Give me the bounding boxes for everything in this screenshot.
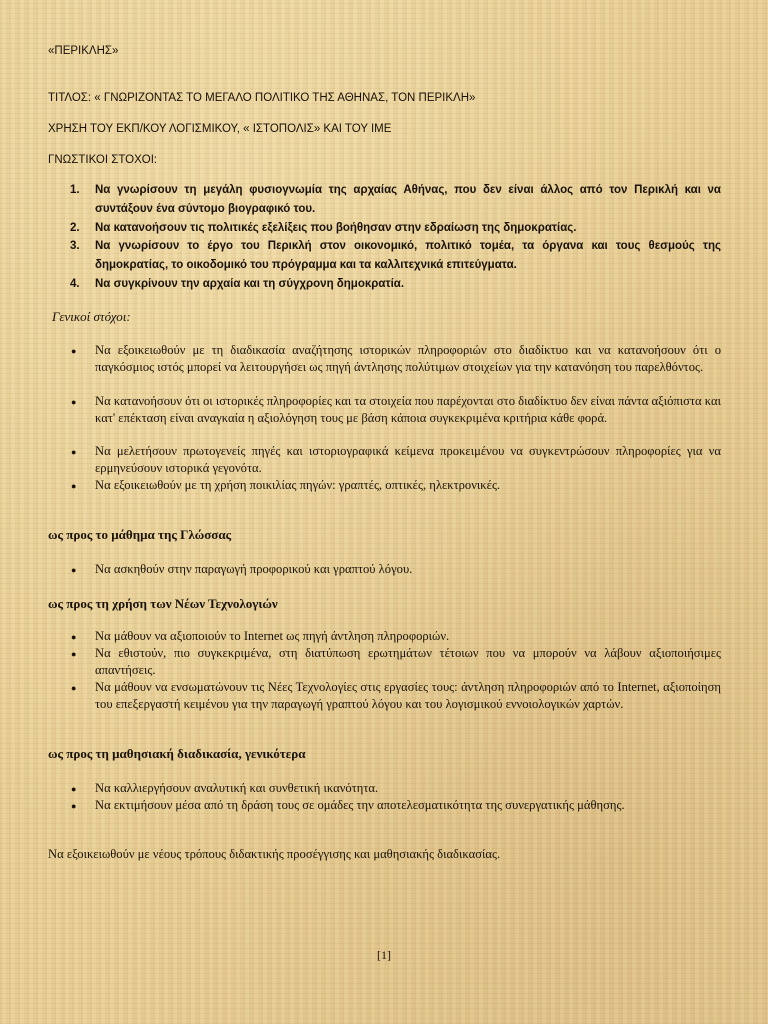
- bullet-icon: ●: [71, 683, 77, 693]
- list-item: [70, 780, 721, 797]
- bullet-icon: ●: [71, 565, 77, 575]
- bullet-icon: ●: [71, 801, 77, 811]
- list-item-text: Να μάθουν να ενσωματώνουν τις Νέες Τεχνολογίες στις εργασίες τους: άντληση πληροφοριών από το Internet, αξιοποίηση του επεξεργαστή κειμένου για την παραγωγή γραπτού λόγου και του λογισμικού εννοιολογικών χαρτών.: [95, 680, 721, 711]
- list-item-text: Να συγκρίνουν την αρχαία και τη σύγχρονη δημοκρατία.: [95, 278, 405, 290]
- list-item: [70, 443, 721, 476]
- list-item-text: Να γνωρίσουν το έργο του Περικλή στον οικονομικό, πολιτικό τομέα, τα όργανα και τους θεσμούς της δημοκρατίας, το οικοδομικό του πρόγραμμα και τα καλλιτεχνικά επιτεύγματα.: [95, 240, 721, 271]
- list-item: [70, 181, 721, 218]
- list-item: [70, 342, 721, 375]
- list-item-text: Να εκτιμήσουν μέσα από τη δράση τους σε ομάδες την αποτελεσματικότητα της συνεργατικής μάθησης.: [95, 798, 625, 812]
- list-item-text: Να μάθουν να αξιοποιούν το Internet ως πηγή άντληση πληροφοριών.: [95, 629, 450, 643]
- list-item: [70, 561, 721, 578]
- list-number: 1.: [70, 184, 80, 196]
- list-item-text: Να γνωρίσουν τη μεγάλη φυσιογνωμία της αρχαίας Αθήνας, που δεν είναι άλλος από τον Περικλή και να συντάξουν ένα σύντομο βιογραφικό του.: [95, 184, 721, 215]
- bullet-icon: ●: [71, 784, 77, 794]
- technology-section-heading: ως προς τη χρήση των Νέων Τεχνολογιών: [48, 596, 278, 611]
- bullet-icon: ●: [71, 447, 77, 457]
- list-item-text: Να εξοικειωθούν με τη χρήση ποικιλίας πηγών: γραπτές, οπτικές, ηλεκτρονικές.: [95, 478, 501, 492]
- list-item-text: Να μελετήσουν πρωτογενείς πηγές και ιστοριογραφικά κείμενα προκειμένου να συγκεντρώσουν πληροφορίες για να ερμηνεύσουν ιστορικά γεγονότα.: [95, 444, 721, 475]
- language-section-heading: ως προς το μάθημα της Γλώσσας: [48, 527, 232, 542]
- page-number: [1]: [377, 948, 391, 962]
- list-item: [70, 645, 721, 678]
- list-number: 3.: [70, 240, 80, 252]
- list-item-text: Να ασκηθούν στην παραγωγή προφορικού και γραπτού λόγου.: [95, 562, 413, 576]
- bullet-icon: ●: [71, 346, 77, 356]
- list-item: [70, 237, 721, 274]
- software-usage-line: ΧΡΗΣΗ ΤΟΥ ΕΚΠ/ΚΟΥ ΛΟΓΙΣΜΙΚΟΥ, « ΙΣΤΟΠΟΛΙΣ» ΚΑΙ ΤΟΥ ΙΜΕ: [48, 123, 392, 135]
- bullet-icon: ●: [71, 649, 77, 659]
- bullet-icon: ●: [71, 397, 77, 407]
- list-item-text: Να εθιστούν, πιο συγκεκριμένα, στη διατύπωση ερωτημάτων τέτοιων που να μπορούν να λάβουν αξιοποιήσιμες απαντήσεις.: [95, 646, 721, 677]
- document-title: ΤΙΤΛΟΣ: « ΓΝΩΡΙΖΟΝΤΑΣ ΤΟ ΜΕΓΑΛΟ ΠΟΛΙΤΙΚΟ ΤΗΣ ΑΘΗΝΑΣ, ΤΟΝ ΠΕΡΙΚΛΗ»: [48, 92, 476, 104]
- bullet-icon: ●: [71, 481, 77, 491]
- list-item: [70, 219, 721, 238]
- list-number: 4.: [70, 278, 80, 290]
- list-item: [70, 393, 721, 426]
- general-goals-heading: Γενικοί στόχοι:: [52, 309, 131, 324]
- list-item: [70, 628, 721, 645]
- list-number: 2.: [70, 222, 80, 234]
- list-item: [70, 477, 721, 494]
- list-item: [70, 275, 721, 294]
- document-heading: «ΠΕΡΙΚΛΗΣ»: [48, 45, 119, 57]
- list-item-text: Να καλλιεργήσουν αναλυτική και συνθετική ικανότητα.: [95, 781, 379, 795]
- closing-paragraph: Να εξοικειωθούν με νέους τρόπους διδακτικής προσέγγισης και μαθησιακής διαδικασίας.: [48, 847, 501, 861]
- cognitive-goals-heading: ΓΝΩΣΤΙΚΟΙ ΣΤΟΧΟΙ:: [48, 154, 158, 166]
- list-item-text: Να κατανοήσουν ότι οι ιστορικές πληροφορίες και τα στοιχεία που παρέχονται στο διαδίκτυο δεν είναι πάντα αξιόπιστα και κατ' επέκταση είναι αναγκαία η αξιολόγηση τους με βάση κάποια συγκεκριμένα κριτήρια κάθε φορά.: [95, 394, 721, 425]
- learning-section-heading: ως προς τη μαθησιακή διαδικασία, γενικότερα: [48, 746, 306, 761]
- list-item: [70, 797, 721, 814]
- list-item: [70, 679, 721, 712]
- list-item-text: Να εξοικειωθούν με τη διαδικασία αναζήτησης ιστορικών πληροφοριών στο διαδίκτυο και να κατανοήσουν ότι ο παγκόσμιος ιστός μπορεί να λειτουργήσει ως πηγή άντλησης πολύτιμων στοιχείων για την κατανόηση του παρελθόντος.: [95, 343, 721, 374]
- bullet-icon: ●: [71, 632, 77, 642]
- list-item-text: Να κατανοήσουν τις πολιτικές εξελίξεις που βοήθησαν στην εδραίωση της δημοκρατίας.: [95, 222, 577, 234]
